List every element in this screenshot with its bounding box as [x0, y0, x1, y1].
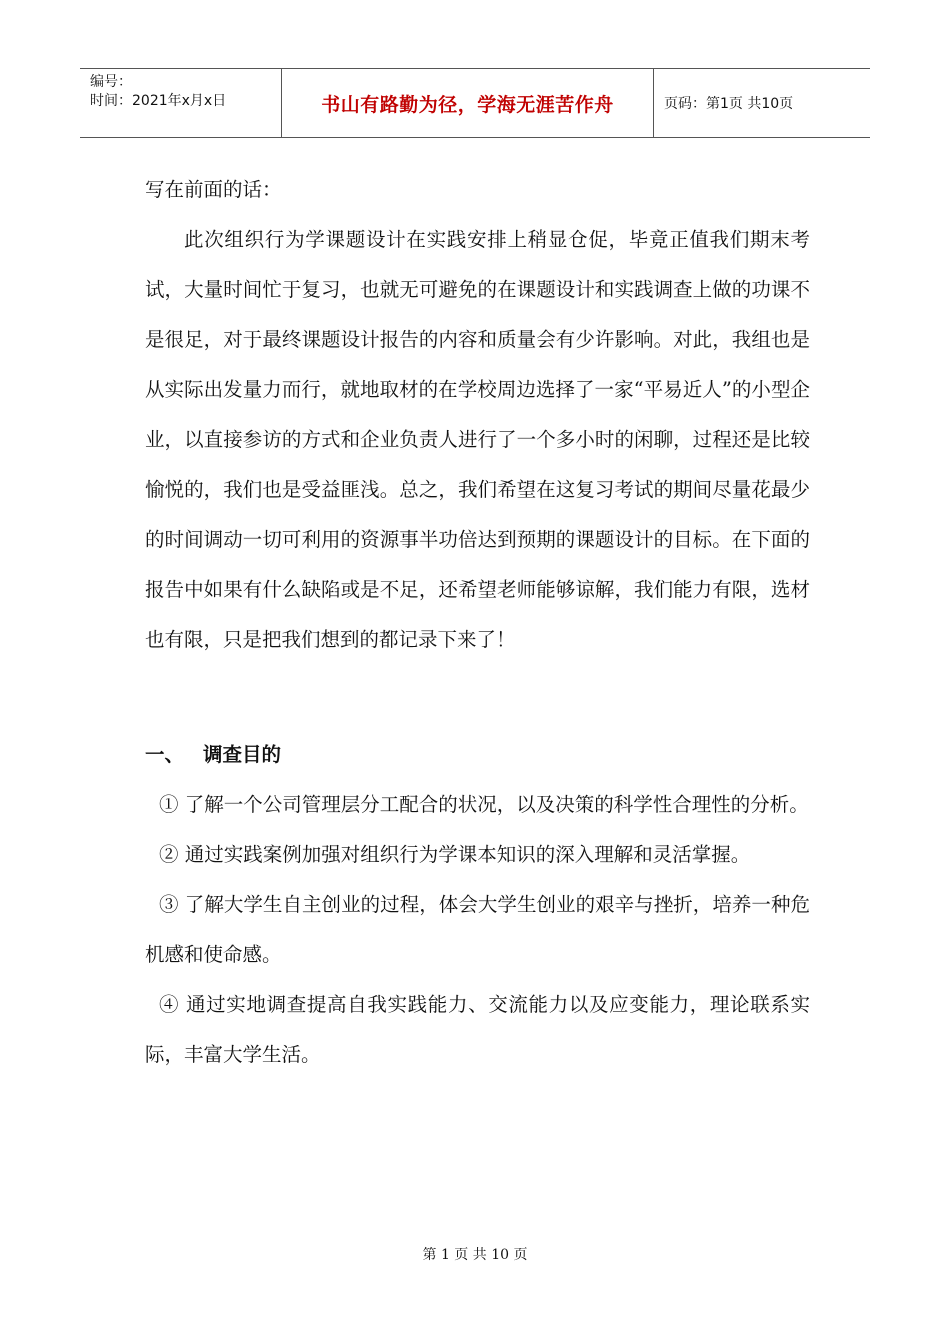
intro-title: 写在前面的话：	[145, 178, 282, 201]
intro-paragraph: 此次组织行为学课题设计在实践安排上稍显仓促，毕竟正值我们期末考试，大量时间忙于复习，也就无可避免的在课题设计和实践调查上做的功课不是很足，对于最终课题设计报告的内容和质量会有少许影响。对此，我组也是从实际出发量力而行，就地取材的在学校周边选择了一家“平易近人”的小型企业，以直接参访的方式和企业负责人进行了一个多小时的闲聊，过程还是比较愉悦的，我们也是受益匪浅。总之，我们希望在这复习考试的期间尽量花最少的时间调动一切可利用的资源事半功倍达到预期的课题设计的目标。在下面的报告中如果有什么缺陷或是不足，还希望老师能够谅解，我们能力有限，选材也有限，只是把我们想到的都记录下来了！	[145, 228, 810, 651]
date-label: 时间：2021年x月x日	[90, 93, 227, 109]
header-motto: 书山有路勤为径，学海无涯苦作舟	[282, 69, 654, 137]
document-body	[145, 165, 810, 1080]
number-label: 编号：	[90, 74, 132, 90]
header-page-label: 页码：第1页 共10页	[664, 96, 794, 112]
section-heading	[145, 730, 810, 780]
spacer	[145, 665, 810, 715]
page-footer: 第 1 页 共 10 页	[422, 1247, 528, 1263]
section-number: 一、	[145, 743, 185, 766]
objective-item-3: ③ 了解大学生自主创业的过程，体会大学生创业的艰辛与挫折，培养一种危机感和使命感。	[145, 893, 810, 966]
objective-item-2: ② 通过实践案例加强对组织行为学课本知识的深入理解和灵活掌握。	[159, 843, 751, 866]
header-meta-cell	[80, 69, 282, 137]
section-title: 调查目的	[203, 743, 282, 766]
objective-item-4: ④ 通过实地调查提高自我实践能力、交流能力以及应变能力，理论联系实际，丰富大学生活。	[145, 993, 810, 1066]
objective-item-1: ① 了解一个公司管理层分工配合的状况，以及决策的科学性合理性的分析。	[159, 793, 809, 816]
header-table	[80, 68, 870, 138]
